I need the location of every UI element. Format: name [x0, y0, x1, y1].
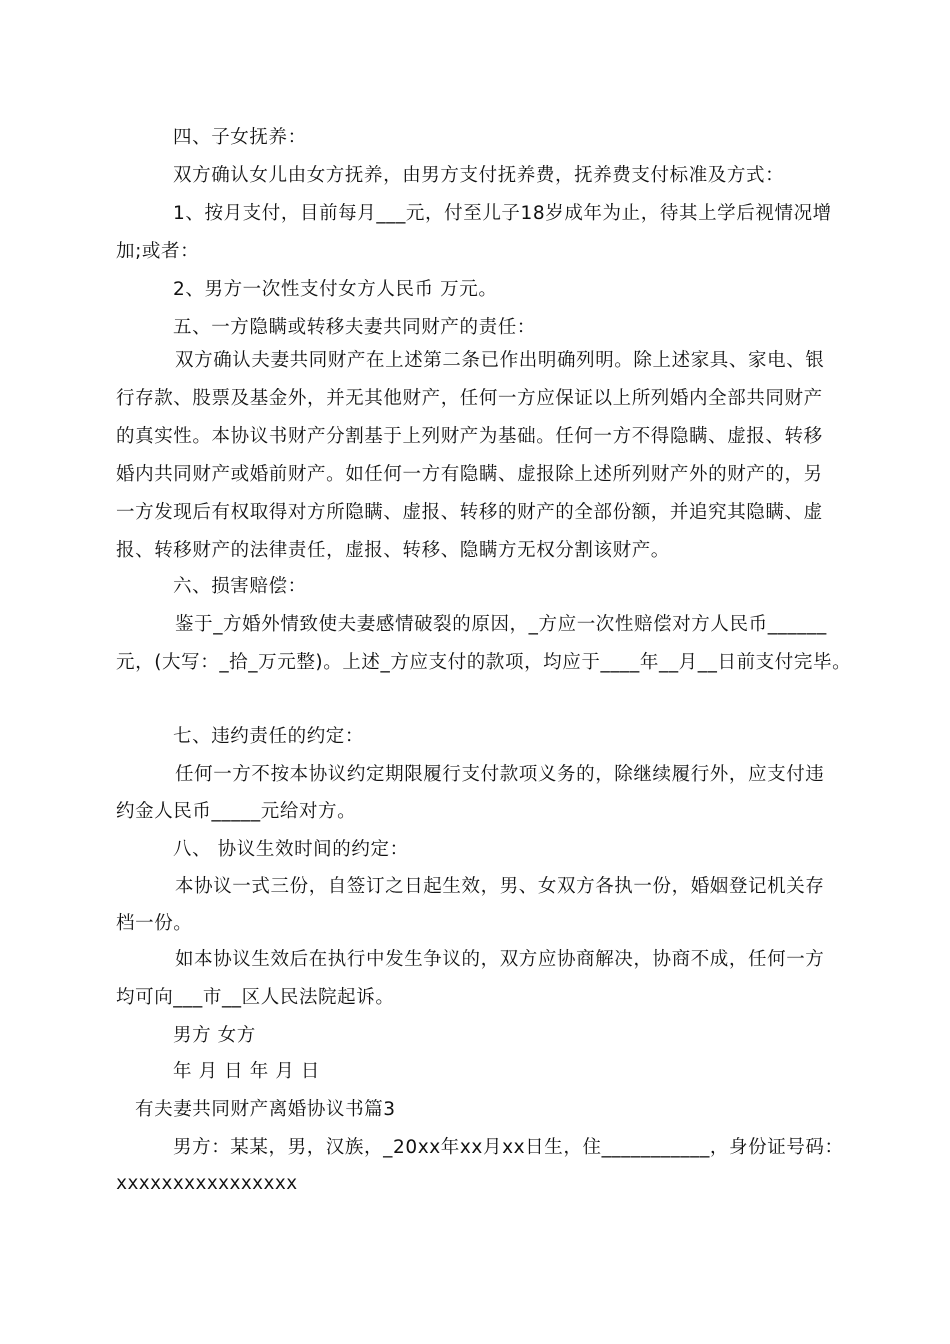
section-heading-damages: 六、损害赔偿：: [173, 576, 307, 597]
paragraph-line: 如本协议生效后在执行中发生争议的，双方应协商解决，协商不成，任何一方: [175, 949, 825, 970]
section-heading-breach: 七、违约责任的约定：: [173, 726, 365, 747]
signature-parties: 男方 女方: [173, 1025, 256, 1046]
document-subtitle: 有夫妻共同财产离婚协议书篇3: [135, 1099, 396, 1120]
id-number-line: xxxxxxxxxxxxxxxx: [116, 1173, 298, 1194]
section-heading-effective-date: 八、 协议生效时间的约定：: [173, 839, 409, 860]
paragraph-line: 男方：某某，男，汉族，_20xx年xx月xx日生，住___________，身份证号码：: [173, 1137, 844, 1158]
paragraph-line: 约金人民币_____元给对方。: [116, 801, 357, 822]
paragraph-line: 任何一方不按本协议约定期限履行支付款项义务的，除继续履行外，应支付违: [175, 764, 825, 785]
paragraph-line: 本协议一式三份，自签订之日起生效，男、女双方各执一份，婚姻登记机关存: [175, 876, 825, 897]
paragraph-line: 的真实性。本协议书财产分割基于上列财产为基础。任何一方不得隐瞒、虚报、转移: [116, 426, 823, 447]
paragraph-line: 鉴于_方婚外情致使夫妻感情破裂的原因，_方应一次性赔偿对方人民币______: [175, 614, 827, 635]
paragraph-line: 双方确认女儿由女方抚养，由男方支付抚养费，抚养费支付标准及方式：: [173, 165, 785, 186]
paragraph-line: 均可向___市__区人民法院起诉。: [116, 987, 395, 1008]
paragraph-line: 双方确认夫妻共同财产在上述第二条已作出明确列明。除上述家具、家电、银: [175, 350, 825, 371]
paragraph-line: 加;或者：: [116, 241, 200, 262]
signature-dates: 年 月 日 年 月 日: [173, 1061, 321, 1082]
paragraph-line: 报、转移财产的法律责任，虚报、转移、隐瞒方无权分割该财产。: [116, 540, 670, 561]
paragraph-line: 元，(大写：_拾_万元整)。上述_方应支付的款项，均应于____年__月__日前支付完毕。: [116, 652, 852, 673]
paragraph-line: 1、按月支付，目前每月___元，付至儿子18岁成年为止，待其上学后视情况增: [173, 203, 832, 224]
paragraph-line: 档一份。: [116, 913, 193, 934]
paragraph-line: 一方发现后有权取得对方所隐瞒、虚报、转移的财产的全部份额，并追究其隐瞒、虚: [116, 502, 823, 523]
section-heading-child-support: 四、子女抚养：: [173, 127, 307, 148]
paragraph-line: 婚内共同财产或婚前财产。如任何一方有隐瞒、虚报除上述所列财产外的财产的，另: [116, 464, 823, 485]
paragraph-line: 行存款、股票及基金外，并无其他财产，任何一方应保证以上所列婚内全部共同财产: [116, 388, 823, 409]
paragraph-line: 2、男方一次性支付女方人民币 万元。: [173, 279, 498, 300]
section-heading-concealment: 五、一方隐瞒或转移夫妻共同财产的责任：: [173, 317, 536, 338]
